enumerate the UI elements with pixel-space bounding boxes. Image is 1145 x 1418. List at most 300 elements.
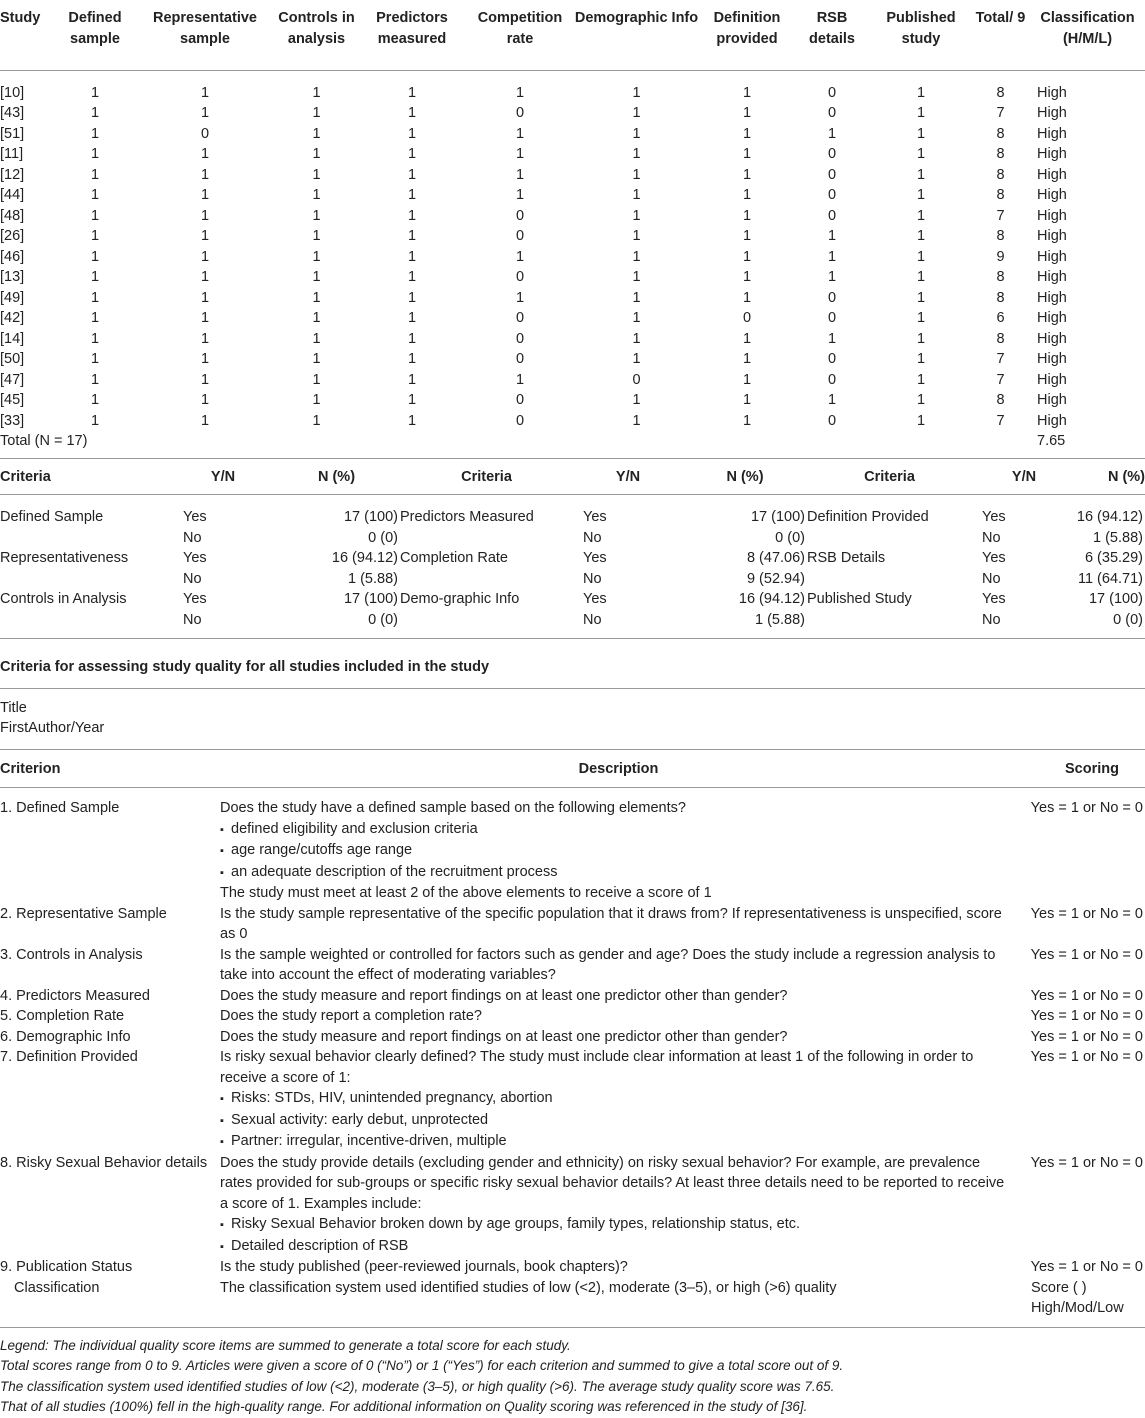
table-cell: 1: [312, 330, 321, 347]
table-cell: 1: [312, 412, 321, 429]
criterion-scoring: Yes = 1 or No = 0: [1030, 1049, 1143, 1065]
table-cell: No: [972, 610, 1076, 639]
table-cell: High: [1037, 310, 1067, 326]
column-header: Study: [0, 10, 41, 26]
table-cell: [10]: [0, 84, 25, 101]
table-cell: 1: [632, 289, 641, 306]
classification-row: [0, 1278, 1145, 1328]
table-cell: Yes: [183, 509, 207, 525]
table-cell: 1: [742, 146, 752, 162]
table-cell: [400, 610, 573, 639]
table-cell: 1: [632, 84, 641, 101]
table-cell: 0: [515, 269, 525, 285]
table-cell: 1: [407, 289, 417, 306]
table-cell: 1: [916, 412, 926, 429]
criterion-scoring: Yes = 1 or No = 0: [1030, 1008, 1143, 1024]
table-cell: 1: [90, 207, 100, 224]
table-row: [0, 226, 1145, 247]
table-cell: 0: [742, 310, 752, 326]
table-cell: 1: [407, 330, 417, 347]
description-text: Is the study published (peer-reviewed journals, book chapters)?: [220, 1259, 628, 1275]
table-cell: 1: [407, 310, 417, 326]
table-row: [0, 185, 1145, 206]
table-header-row: [0, 459, 1145, 495]
table-cell: 1: [515, 248, 525, 265]
column-header: N (%): [317, 468, 356, 485]
table-cell: 1: [312, 248, 321, 265]
table-row: [0, 589, 1145, 610]
table-cell: High: [1037, 371, 1067, 388]
table-cell: 1: [312, 371, 321, 388]
table-row: [0, 370, 1145, 391]
table-cell: 0: [515, 330, 525, 347]
table-cell: 1: [916, 371, 926, 388]
table-cell: 0: [827, 146, 837, 162]
table-cell: High: [1037, 105, 1067, 121]
table-cell: 1: [200, 248, 210, 265]
table-cell: 1: [632, 351, 641, 367]
table-cell: 1: [407, 392, 417, 408]
table-cell: High: [1037, 228, 1067, 244]
study-quality-scores-table: [0, 0, 1145, 459]
table-cell: Controls in Analysis: [0, 591, 127, 607]
criterion-row: [0, 945, 1145, 986]
criterion-scoring: Yes = 1 or No = 0: [1030, 1259, 1143, 1275]
column-header: Predictors measured: [376, 10, 448, 47]
total-row: [0, 431, 1145, 458]
table-cell: [45]: [0, 392, 25, 408]
column-header: Controls in analysis: [278, 10, 355, 47]
column-header: Classification (H/M/L): [1040, 10, 1135, 47]
table-cell: 7: [996, 105, 1005, 121]
table-cell: [11]: [0, 146, 24, 162]
column-header: N (%): [1107, 468, 1145, 485]
criterion-row: [0, 1047, 1145, 1153]
table-cell: No: [173, 610, 273, 639]
table-row: [0, 124, 1145, 145]
table-cell: 8: [996, 392, 1005, 408]
table-cell: 1: [742, 125, 752, 142]
table-cell: 1: [632, 412, 641, 429]
table-cell: 8: [996, 146, 1005, 162]
table-row: [0, 610, 1145, 639]
table-cell: 0: [515, 392, 525, 408]
table-cell: 1: [827, 125, 837, 142]
table-row: [0, 569, 1145, 590]
table-cell: 0 (0): [775, 529, 805, 546]
table-cell: 1: [916, 146, 926, 162]
description-text: Is the sample weighted or controlled for factors such as gender and age? Does the study include a regression analysis to take into account the effect of moderating variables?: [220, 946, 996, 983]
table-cell: 8: [996, 84, 1005, 101]
table-cell: 1: [90, 371, 100, 388]
table-cell: No: [573, 610, 683, 639]
description-text: Does the study measure and report findings on at least one predictor other than gender?: [220, 987, 788, 1004]
criterion-description: [220, 904, 1017, 945]
description-text: Does the study measure and report findings on at least one predictor other than gender?: [220, 1028, 788, 1045]
table-row: [0, 329, 1145, 350]
table-cell: 1: [632, 330, 641, 347]
description-text: The study must meet at least 2 of the above elements to receive a score of 1: [220, 885, 712, 901]
criterion-name: 6. Demographic Info: [0, 1028, 131, 1045]
table-cell: [0, 610, 173, 639]
table-row: [0, 165, 1145, 186]
legend-line: That of all studies (100%) fell in the high-quality range. For additional information on Quality scoring was referenced in the study of [36].: [0, 1399, 808, 1414]
table-cell: 1: [916, 310, 926, 326]
criterion-description: [220, 1257, 1017, 1278]
table-cell: 8 (47.06): [746, 550, 805, 566]
column-header: Y/N: [1011, 468, 1037, 485]
table-cell: 17 (100): [343, 591, 398, 607]
table-cell: 1: [742, 289, 752, 306]
table-cell: 1: [742, 228, 752, 244]
table-cell: 0 (0): [368, 529, 398, 546]
table-row: [0, 267, 1145, 288]
table-cell: 1: [742, 207, 752, 224]
table-cell: 8: [996, 166, 1005, 183]
table-cell: 1: [200, 412, 210, 429]
table-cell: 1: [200, 330, 210, 347]
table-cell: 1: [515, 146, 525, 162]
table-cell: 1: [742, 269, 752, 285]
table-cell: 1: [90, 146, 100, 162]
table-cell: 0: [827, 207, 837, 224]
table-cell: [48]: [0, 207, 25, 224]
column-header: Total/ 9: [975, 10, 1026, 26]
table-cell: 16 (94.12): [331, 550, 398, 566]
table-cell: 1: [515, 84, 525, 101]
table-cell: 11 (64.71): [1077, 570, 1143, 587]
table-cell: 1: [200, 166, 210, 183]
table-cell: 0: [515, 412, 525, 429]
table-row: [0, 70, 1145, 103]
table-cell: 1: [916, 207, 926, 224]
section-title: Criteria for assessing study quality for all studies included in the study: [0, 639, 1145, 689]
table-cell: 0: [200, 125, 210, 142]
table-row: [0, 390, 1145, 411]
description-bullet: ▪ Partner: irregular, incentive-driven, multiple: [220, 1131, 1009, 1153]
table-cell: High: [1037, 289, 1067, 306]
table-cell: 8: [996, 269, 1005, 285]
table-cell: [0, 569, 173, 590]
table-cell: RSB Details: [807, 550, 886, 566]
table-cell: 1: [632, 248, 641, 265]
table-cell: 7: [996, 351, 1005, 367]
table-cell: 1: [916, 166, 926, 183]
legend-line: The classification system used identified studies of low (<2), moderate (3–5), or high quality (>6). The average study quality score was 7.65.: [0, 1378, 835, 1394]
criterion-name: 5. Completion Rate: [0, 1008, 125, 1024]
table-row: [0, 288, 1145, 309]
table-row: [0, 144, 1145, 165]
table-cell: [0, 528, 173, 549]
table-cell: 1: [632, 228, 641, 244]
table-cell: 1: [200, 105, 210, 121]
table-cell: 0: [827, 351, 837, 367]
table-cell: 1: [90, 187, 100, 203]
table-legend: [0, 1328, 1145, 1418]
table-cell: 1: [827, 248, 837, 265]
column-header: Criteria: [864, 468, 915, 485]
table-cell: 1: [200, 84, 210, 101]
table-cell: 1: [742, 412, 752, 429]
table-cell: 1: [827, 269, 837, 285]
column-header: Definition provided: [713, 10, 781, 47]
table-cell: 1: [916, 392, 926, 408]
table-cell: [43]: [0, 105, 25, 121]
table-cell: Published Study: [807, 591, 912, 607]
column-header: Representative sample: [153, 10, 257, 47]
table-row: [0, 548, 1145, 569]
table-cell: 1: [916, 351, 926, 367]
table-cell: 1: [312, 310, 321, 326]
total-value: 7.65: [1030, 431, 1145, 458]
table-cell: 1: [916, 105, 926, 121]
table-cell: 1: [515, 371, 525, 388]
table-cell: 7: [996, 412, 1005, 429]
table-cell: High: [1037, 269, 1067, 285]
table-cell: Yes: [982, 591, 1006, 607]
table-cell: 1: [90, 269, 100, 285]
table-cell: 1: [916, 84, 926, 101]
table-cell: 1: [407, 166, 417, 183]
criterion-row: [0, 1257, 1145, 1278]
table-cell: 0: [827, 84, 837, 101]
legend-line: Total scores range from 0 to 9. Articles were given a score of 0 (“No”) or 1 (“Yes”) for each criterion and summed to give a total score out of 9.: [0, 1358, 844, 1373]
table-cell: 1: [632, 105, 641, 121]
table-cell: 1: [742, 105, 752, 121]
table-cell: [807, 528, 972, 549]
criterion-scoring: Yes = 1 or No = 0: [1030, 800, 1143, 816]
table-cell: 1: [407, 84, 417, 101]
table-cell: High: [1037, 146, 1067, 162]
description-bullet: ▪ age range/cutoffs age range: [220, 840, 1009, 862]
table-cell: 1: [90, 330, 100, 347]
table-cell: 1: [515, 187, 525, 203]
column-header: Scoring: [1065, 760, 1119, 777]
table-cell: 0: [827, 289, 837, 306]
description-text: Is the study sample representative of the specific population that it draws from? If representativeness is unspecified, score as 0: [220, 905, 1002, 942]
table-cell: 1: [827, 228, 837, 244]
table-cell: 1: [632, 146, 641, 162]
column-header: Defined sample: [68, 10, 122, 47]
total-label: Total (N = 17): [0, 431, 277, 458]
table-cell: 0 (0): [273, 610, 400, 639]
table-cell: 6 (35.29): [1084, 550, 1143, 566]
table-cell: 1: [742, 166, 752, 183]
table-cell: 1: [916, 330, 926, 347]
table-cell: 1: [407, 412, 417, 429]
table-cell: 1: [407, 125, 417, 142]
table-cell: 1: [200, 228, 210, 244]
column-header: RSB details: [809, 10, 855, 47]
table-cell: 1: [407, 371, 417, 388]
table-cell: 1: [407, 248, 417, 265]
table-row: [0, 308, 1145, 329]
table-cell: Yes: [982, 509, 1006, 525]
table-cell: 0: [827, 166, 837, 183]
table-cell: Yes: [583, 591, 607, 607]
table-cell: 1: [200, 269, 210, 285]
table-cell: [807, 610, 972, 639]
criteria-description-table: [0, 750, 1145, 1328]
table-cell: 17 (100): [750, 509, 805, 525]
table-cell: 1: [407, 146, 417, 162]
table-cell: High: [1037, 351, 1067, 367]
criterion-description: [220, 1006, 1017, 1027]
table-cell: 1: [632, 166, 641, 183]
table-cell: High: [1037, 187, 1067, 203]
table-cell: 1: [312, 207, 321, 224]
table-cell: 1: [742, 392, 752, 408]
criterion-description: [220, 1153, 1017, 1258]
criterion-scoring: Yes = 1 or No = 0: [1030, 905, 1143, 922]
table-cell: 1: [916, 289, 926, 306]
table-cell: 1: [312, 84, 321, 101]
criterion-scoring: Yes = 1 or No = 0: [1030, 1154, 1143, 1171]
table-row: [0, 103, 1145, 124]
table-cell: 1: [90, 310, 100, 326]
table-cell: 1: [90, 351, 100, 367]
criterion-name: 1. Defined Sample: [0, 800, 120, 816]
criterion-name: [0, 1278, 220, 1328]
table-cell: 1: [632, 207, 641, 224]
table-cell: Defined Sample: [0, 509, 104, 525]
table-cell: 1: [407, 228, 417, 244]
table-cell: 1: [312, 289, 321, 306]
column-header: Criterion: [0, 760, 61, 777]
criterion-name: 3. Controls in Analysis: [0, 946, 143, 963]
table-cell: High: [1037, 166, 1067, 183]
table-cell: 1: [916, 248, 926, 265]
column-header: Y/N: [210, 468, 236, 485]
table-cell: [400, 528, 573, 549]
criterion-description: [220, 986, 1017, 1007]
column-header: Demographic Info: [574, 10, 699, 26]
table-cell: 0: [515, 351, 525, 367]
description-text: Does the study provide details (excluding gender and ethnicity) on risky sexual behavior? For example, are prevalence rates provided for sub-groups or specific risky sexual behavior details? At least three details need to be reported to receive a score of 1. Examples include:: [220, 1154, 1005, 1212]
table-cell: 8: [996, 125, 1005, 142]
table-cell: 1: [742, 187, 752, 203]
table-cell: 1: [200, 371, 210, 388]
table-cell: [807, 569, 972, 590]
table-cell: 8: [996, 187, 1005, 203]
table-cell: 1: [312, 392, 321, 408]
criterion-scoring: Yes = 1 or No = 0: [1030, 1028, 1143, 1045]
first-author-year-line: FirstAuthor/Year: [0, 720, 105, 736]
table-cell: [13]: [0, 269, 25, 285]
table-cell: 0: [827, 310, 837, 326]
table-cell: 0: [515, 207, 525, 224]
classification-label: Classification: [14, 1279, 100, 1296]
table-cell: 0: [632, 371, 641, 388]
table-cell: 0: [515, 228, 525, 244]
table-cell: 1: [916, 187, 926, 203]
legend-line: Legend: The individual quality score items are summed to generate a total score for each study.: [0, 1337, 571, 1353]
table-cell: 1: [916, 228, 926, 244]
criterion-scoring: Yes = 1 or No = 0: [1030, 946, 1143, 963]
criterion-name: 8. Risky Sexual Behavior details: [0, 1154, 208, 1171]
description-bullet: ▪ an adequate description of the recruitment process: [220, 862, 1009, 884]
table-cell: 1: [632, 392, 641, 408]
description-bullet: ▪ Risks: STDs, HIV, unintended pregnancy, abortion: [220, 1088, 1009, 1110]
table-cell: No: [183, 570, 202, 587]
table-cell: [12]: [0, 166, 25, 183]
table-cell: Yes: [982, 550, 1006, 566]
table-cell: 1: [200, 351, 210, 367]
table-cell: 1: [90, 166, 100, 183]
column-header: Description: [578, 760, 659, 777]
table-cell: 1: [312, 269, 321, 285]
table-cell: 1: [916, 269, 926, 285]
column-header: Criteria: [0, 468, 51, 485]
table-cell: 1: [515, 125, 525, 142]
criteria-summary-table: [0, 459, 1145, 640]
table-cell: 16 (94.12): [1076, 509, 1143, 525]
table-cell: 1: [312, 105, 321, 121]
table-cell: No: [583, 570, 602, 587]
table-cell: 8: [996, 289, 1005, 306]
table-cell: 0 (0): [1076, 610, 1145, 639]
description-text: Does the study report a completion rate?: [220, 1008, 482, 1024]
table-cell: High: [1037, 330, 1067, 347]
table-cell: 1: [90, 84, 100, 101]
criterion-row: [0, 788, 1145, 904]
table-cell: 6: [996, 310, 1005, 326]
table-cell: Predictors Measured: [400, 509, 534, 525]
table-cell: 17 (100): [1088, 591, 1143, 607]
table-cell: Yes: [583, 550, 607, 566]
table-cell: 1: [407, 207, 417, 224]
table-row: [0, 247, 1145, 268]
table-cell: 1: [632, 125, 641, 142]
table-cell: 1 (5.88): [1093, 529, 1143, 546]
criterion-name: 4. Predictors Measured: [0, 987, 150, 1004]
table-cell: 1: [200, 187, 210, 203]
table-cell: No: [982, 529, 1001, 546]
table-cell: 1: [200, 392, 210, 408]
table-cell: Representativeness: [0, 550, 129, 566]
table-cell: High: [1037, 248, 1067, 265]
table-cell: 8: [996, 330, 1005, 347]
description-text: Does the study have a defined sample based on the following elements?: [220, 800, 686, 816]
score-levels: High/Mod/Low: [1031, 1300, 1124, 1316]
table-cell: 1: [742, 248, 752, 265]
table-cell: No: [583, 529, 602, 546]
table-cell: 0: [827, 412, 837, 429]
criterion-row: [0, 1006, 1145, 1027]
table-cell: 1: [90, 289, 100, 306]
table-cell: 1: [312, 228, 321, 244]
table-cell: 1: [90, 105, 100, 121]
table-cell: Yes: [583, 509, 607, 525]
table-cell: [44]: [0, 187, 25, 203]
table-cell: 0: [827, 187, 837, 203]
table-cell: 1: [407, 351, 417, 367]
table-cell: 1: [312, 187, 321, 203]
table-cell: No: [982, 570, 1001, 587]
table-cell: [47]: [0, 371, 25, 388]
table-cell: No: [183, 529, 202, 546]
criterion-row: [0, 986, 1145, 1007]
table-cell: 1 (5.88): [683, 610, 807, 639]
table-cell: High: [1037, 125, 1067, 142]
criterion-name: 9. Publication Status: [0, 1259, 133, 1275]
table-cell: 1: [407, 187, 417, 203]
table-cell: 0: [515, 310, 525, 326]
table-cell: 17 (100): [343, 509, 398, 525]
table-cell: Completion Rate: [400, 550, 508, 566]
table-cell: High: [1037, 207, 1067, 224]
table-cell: 1: [632, 310, 641, 326]
